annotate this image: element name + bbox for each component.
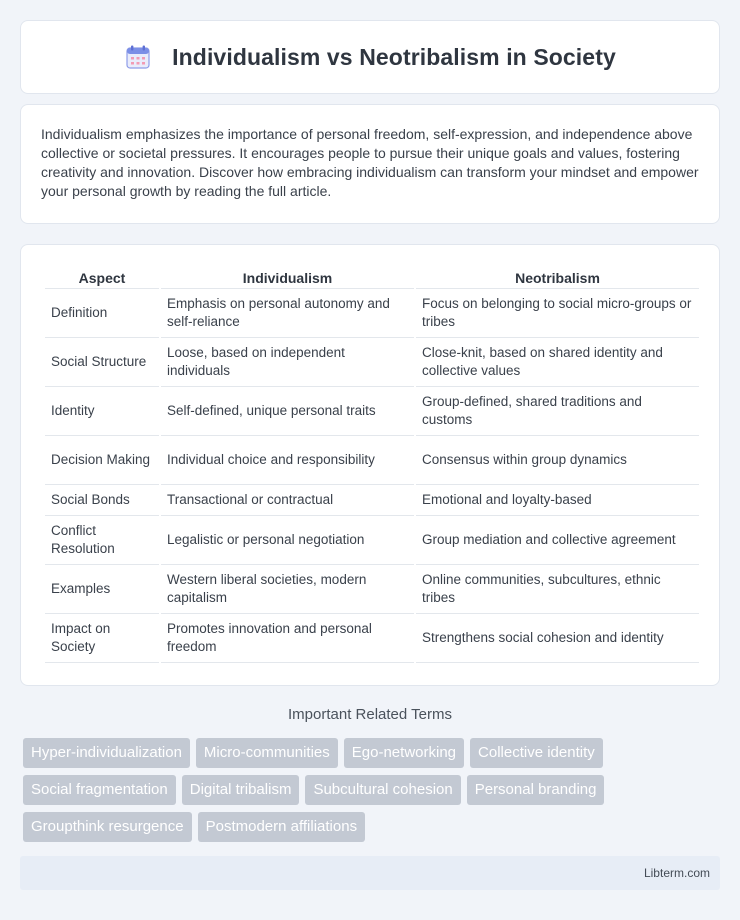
footer: [20, 856, 720, 890]
related-terms-heading: Important Related Terms: [288, 706, 452, 723]
column-header-neotribalism: Neotribalism: [416, 267, 699, 289]
related-term-tag[interactable]: Micro-communities: [196, 738, 338, 768]
related-term-tag[interactable]: Personal branding: [467, 775, 605, 805]
column-header-individualism: Individualism: [161, 267, 414, 289]
table-row: [45, 485, 699, 516]
neotribalism-cell: Strengthens social cohesion and identity: [416, 614, 699, 663]
intro-text: Individualism emphasizes the importance of personal freedom, self-expression, and independence above collective or societal pressures. It encourages people to pursue their unique goals and values, fostering creativity and innovation. Discover how embracing individualism can transform your mindset and empower your personal growth by reading the full article.: [41, 126, 699, 199]
related-term-tag[interactable]: Collective identity: [470, 738, 603, 768]
aspect-cell: Social Structure: [45, 338, 159, 387]
neotribalism-cell: Group-defined, shared traditions and customs: [416, 387, 699, 436]
aspect-cell: Identity: [45, 387, 159, 436]
individualism-cell: Loose, based on independent individuals: [161, 338, 414, 387]
individualism-cell: Individual choice and responsibility: [161, 436, 414, 485]
aspect-cell: Social Bonds: [45, 485, 159, 516]
individualism-cell: Transactional or contractual: [161, 485, 414, 516]
table-row: [45, 436, 699, 485]
table-row: [45, 516, 699, 565]
related-term-tag[interactable]: Groupthink resurgence: [23, 812, 192, 842]
calendar-icon: [124, 43, 152, 71]
aspect-cell: Impact on Society: [45, 614, 159, 663]
related-term-tag[interactable]: Digital tribalism: [182, 775, 300, 805]
aspect-cell: Conflict Resolution: [45, 516, 159, 565]
related-term-tag[interactable]: Ego-networking: [344, 738, 464, 768]
table-row: [45, 565, 699, 614]
neotribalism-cell: Emotional and loyalty-based: [416, 485, 699, 516]
neotribalism-cell: Focus on belonging to social micro-groups or tribes: [416, 289, 699, 338]
table-row: [45, 289, 699, 338]
table-row: [45, 614, 699, 663]
neotribalism-cell: Close-knit, based on shared identity and collective values: [416, 338, 699, 387]
table-row: [45, 338, 699, 387]
aspect-cell: Definition: [45, 289, 159, 338]
title-card: [20, 20, 720, 94]
individualism-cell: Promotes innovation and personal freedom: [161, 614, 414, 663]
page-title: Individualism vs Neotribalism in Society: [172, 43, 616, 70]
intro-card: [20, 104, 720, 224]
aspect-cell: Examples: [45, 565, 159, 614]
neotribalism-cell: Group mediation and collective agreement: [416, 516, 699, 565]
comparison-table: [43, 267, 701, 663]
footer-site-link[interactable]: Libterm.com: [643, 866, 710, 880]
neotribalism-cell: Online communities, subcultures, ethnic tribes: [416, 565, 699, 614]
related-terms-list: [23, 738, 723, 842]
comparison-card: [20, 244, 720, 686]
individualism-cell: Emphasis on personal autonomy and self-reliance: [161, 289, 414, 338]
aspect-cell: Decision Making: [45, 436, 159, 485]
column-header-aspect: Aspect: [45, 267, 159, 289]
related-term-tag[interactable]: Hyper-individualization: [23, 738, 190, 768]
table-row: [45, 387, 699, 436]
individualism-cell: Legalistic or personal negotiation: [161, 516, 414, 565]
related-term-tag[interactable]: Social fragmentation: [23, 775, 176, 805]
individualism-cell: Western liberal societies, modern capitalism: [161, 565, 414, 614]
neotribalism-cell: Consensus within group dynamics: [416, 436, 699, 485]
related-term-tag[interactable]: Subcultural cohesion: [305, 775, 460, 805]
related-term-tag[interactable]: Postmodern affiliations: [198, 812, 365, 842]
individualism-cell: Self-defined, unique personal traits: [161, 387, 414, 436]
